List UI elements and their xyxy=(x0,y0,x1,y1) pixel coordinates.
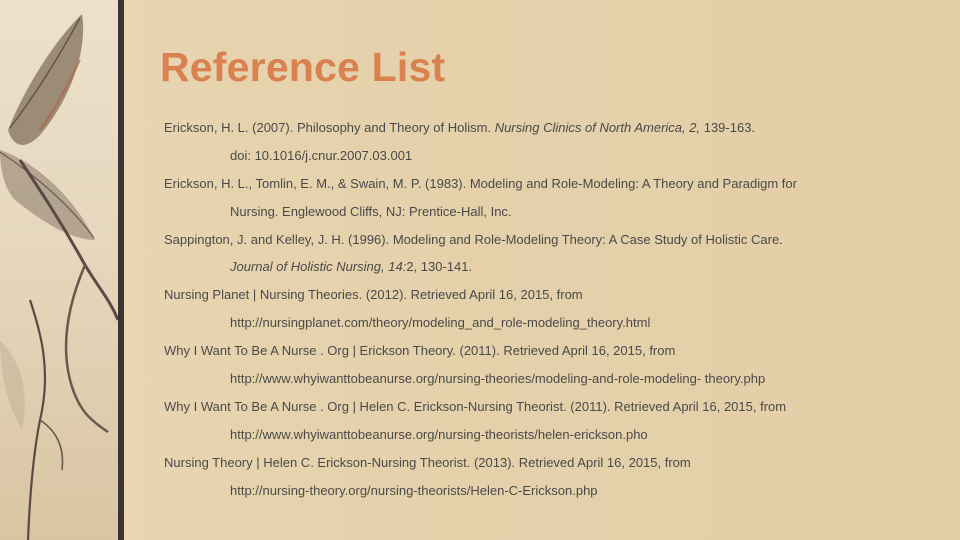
reference-line-continued: doi: 10.1016/j.cnur.2007.03.001 xyxy=(230,147,413,163)
reference-line: Why I Want To Be A Nurse . Org | Helen C. Erickson-Nursing Theorist. (2011). Retrieved April 16, 2015, from xyxy=(164,398,787,414)
reference-url: http://nursing-theory.org/nursing-theorists/Helen-C-Erickson.php xyxy=(230,482,598,498)
reference-line: Nursing Theory | Helen C. Erickson-Nursing Theorist. (2013). Retrieved April 16, 2015, from xyxy=(164,454,691,470)
reference-line: Erickson, H. L. (2007). Philosophy and Theory of Holism. Nursing Clinics of North America, 2, 139-163. xyxy=(164,120,756,135)
reference-url: http://nursingplanet.com/theory/modeling_and_role-modeling_theory.html xyxy=(230,315,651,331)
vertical-divider xyxy=(118,0,124,540)
reference-line-continued: Journal of Holistic Nursing, 14:2, 130-141. xyxy=(230,259,473,275)
reference-line: Erickson, H. L., Tomlin, E. M., & Swain, M. P. (1983). Modeling and Role-Modeling: A Theory and Paradigm for xyxy=(164,175,797,191)
slide-title: Reference List xyxy=(160,44,446,90)
reference-line: Nursing Planet | Nursing Theories. (2012). Retrieved April 16, 2015, from xyxy=(164,287,583,303)
reference-line: Why I Want To Be A Nurse . Org | Erickson Theory. (2011). Retrieved April 16, 2015, from xyxy=(164,343,676,359)
reference-line-continued: Nursing. Englewood Cliffs, NJ: Prentice-Hall, Inc. xyxy=(230,203,512,219)
reference-url: http://www.whyiwanttobeanurse.org/nursing-theorists/helen-erickson.pho xyxy=(230,426,648,442)
reference-list xyxy=(164,114,944,504)
reference-line: Sappington, J. and Kelley, J. H. (1996). Modeling and Role-Modeling Theory: A Case Study of Holistic Care. xyxy=(164,231,783,247)
reference-url: http://www.whyiwanttobeanurse.org/nursing-theories/modeling-and-role-modeling- theory.php xyxy=(230,371,766,387)
dried-leaves-illustration xyxy=(0,0,124,540)
